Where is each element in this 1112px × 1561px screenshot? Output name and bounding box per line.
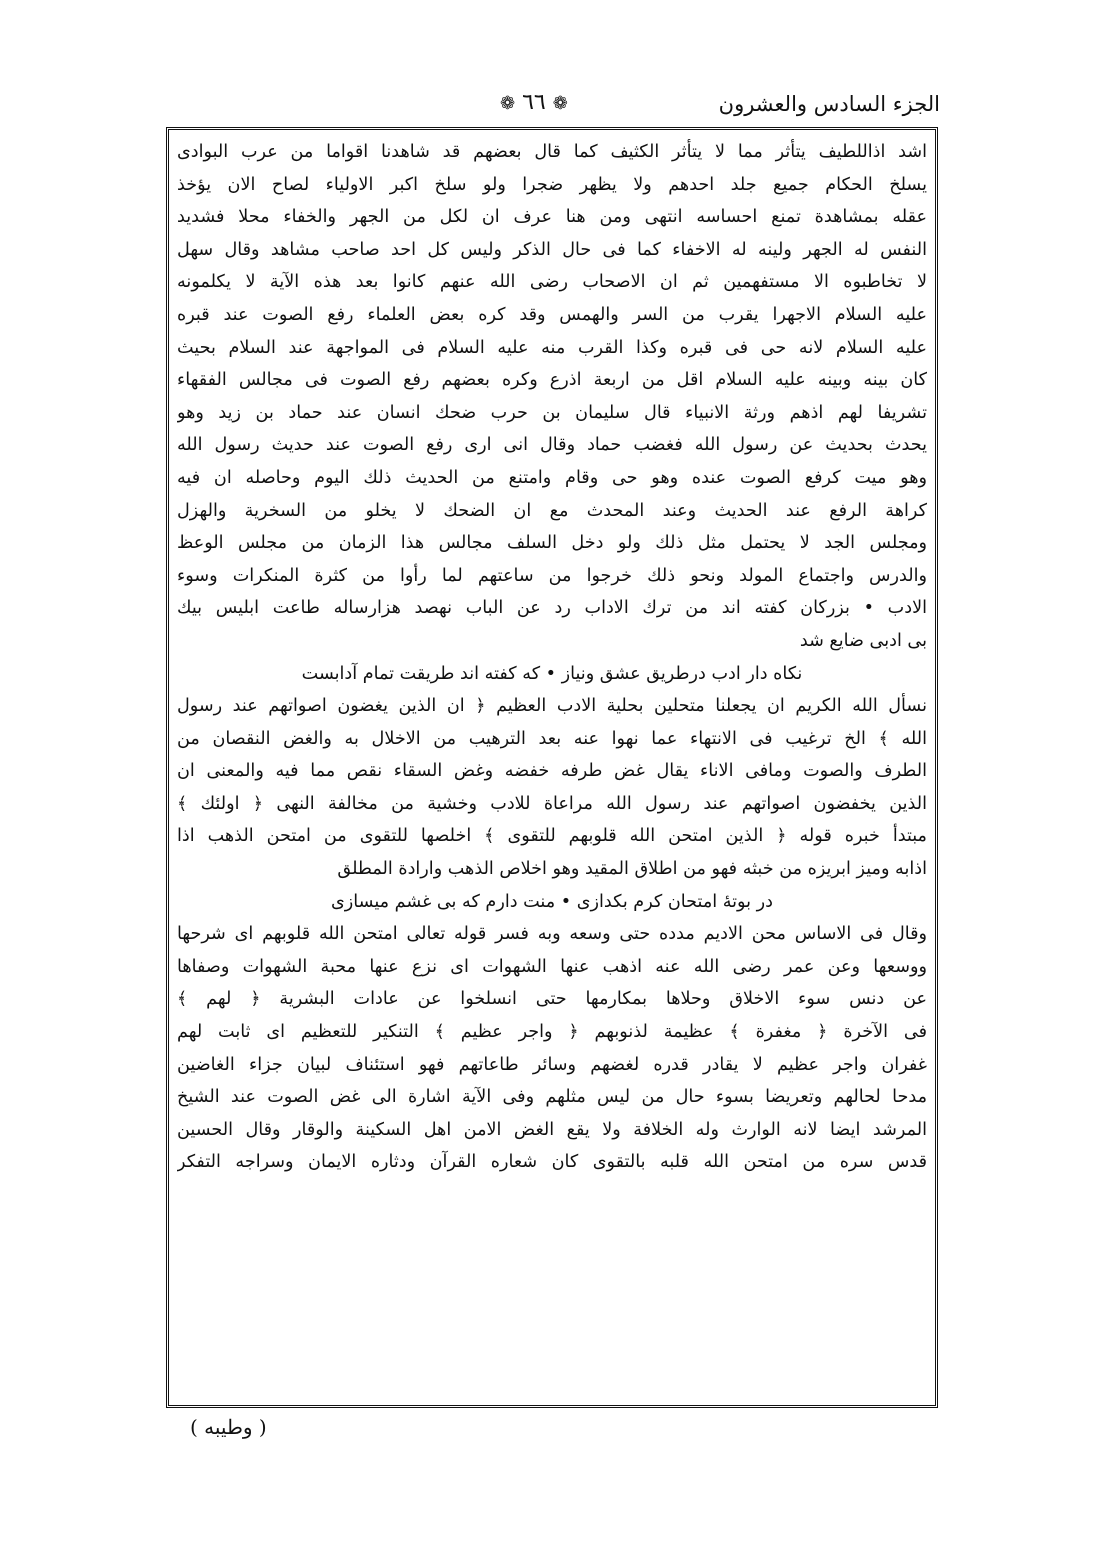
text-line: الذين يخفضون اصواتهم عند رسول الله مراعاة للادب وخشية من مخالفة النهى ﴿ اولئك ﴾ [177, 793, 927, 814]
text-line: ووسعها وعن عمر رضى الله عنه اذهب عنها الشهوات اى نزع عنها محبة الشهوات وصفاها [177, 956, 927, 977]
text-line: كراهة الرفع عند الحديث وعند المحدث مع ان الضحك لا يخلو من السخرية والهزل [177, 500, 927, 521]
body-text [177, 136, 927, 1179]
text-line: يحدث بحديث عن رسول الله فغضب حماد وقال انى ارى رفع الصوت عند حديث رسول الله [177, 435, 927, 456]
text-line: وقال فى الاساس محن الاديم مدده حتى وسعه وبه فسر قوله تعالى امتحن الله قلوبهم اى شرحها [177, 924, 927, 945]
text-frame [166, 127, 938, 1408]
text-line: يسلخ الحكام جميع جلد احدهم ولا يظهر ضجرا ولو سلخ اكبر الاولياء لصاح الان يؤخذ [177, 174, 927, 195]
text-line: الادب • بزركان كفته اند من ترك الاداب رد عن الباب نهصد هزارساله طاعت ابليس بيك [177, 598, 927, 619]
page-number-block [500, 90, 568, 115]
catchword: ( وطيبه ) [190, 1415, 267, 1439]
text-line: الطرف والصوت ومافى الاناء يقال غض طرفه خفضه وغض السقاء نقص مما فيه والمعنى ان [177, 761, 927, 782]
text-line: عقله بمشاهدة تمنع احساسه انتهى ومن هنا عرف ان لكل من الجهر والخفاء محلا فشديد [177, 207, 927, 228]
text-line: المرشد ايضا لانه الوارث وله الخلافة ولا يقع الغض الامن اهل السكينة والوقار وقال الحسين [177, 1119, 927, 1140]
text-line: مبتدأ خبره قوله ﴿ الذين امتحن الله قلوبهم للتقوى ﴾ اخلصها للتقوى من امتحن الذهب اذا [177, 826, 927, 847]
text-line: كان بينه وبينه عليه السلام اقل من اربعة اذرع وكره بعضهم رفع الصوت فى مجالس الفقهاء [177, 370, 927, 391]
text-line: غفران واجر عظيم لا يقادر قدره لغضهم وسائر طاعاتهم فهو استئناف لبيان جزاء الغاضين [177, 1054, 927, 1075]
page-number: ٦٦ [522, 90, 546, 115]
text-line: وهو ميت كرفع الصوت عنده وهو حى وقام وامتنع من الحديث ذلك اليوم وحاصله ان فيه [177, 467, 927, 488]
text-line: بى ادبى ضايع شد [799, 630, 927, 651]
text-line: نكاه دار ادب درطريق عشق ونياز • كه كفته اند طريقت تمام آدابست [301, 663, 803, 684]
page-header [160, 92, 940, 124]
text-line: عليه السلام الاجهرا يقرب من السر والهمس وقد كره بعض العلماء رفع الصوت عند قبره [177, 304, 927, 325]
part-title: الجزء السادس والعشرون [718, 92, 940, 116]
text-line: لا تخاطبوه الا مستفهمين ثم ان الاصحاب رضى الله عنهم كانوا بعد هذه الآية لا يكلمونه [177, 272, 927, 293]
text-line: نسأل الله الكريم ان يجعلنا متحلين بحلية الادب العظيم ﴿ ان الذين يغضون اصواتهم عند رسول [177, 696, 927, 717]
text-line: مدحا لحالهم وتعريضا بسوء حال من ليس مثلهم وفى الآية اشارة الى غض الصوت عند الشيخ [177, 1087, 927, 1108]
text-line: اذابه وميز ابريزه من خبثه فهو من اطلاق المقيد وهو اخلاص الذهب وارادة المطلق [337, 859, 927, 880]
text-line: عن دنس سوء الاخلاق وحلاها بمكارمها حتى انسلخوا عن عادات البشرية ﴿ لهم ﴾ [177, 989, 927, 1010]
text-line: اشد اذاللطيف يتأثر مما لا يتأثر الكثيف كما قال بعضهم قد شاهدنا اقواما من عرب البوادى [177, 142, 927, 162]
text-line: قدس سره من امتحن الله قلبه بالتقوى كان شعاره القرآن ودثاره الايمان وسراجه التفكر [177, 1152, 927, 1173]
text-line: عليه السلام لانه حى فى قبره وكذا القرب منه عليه السلام فى المواجهة عند السلام بحيث [177, 337, 927, 358]
text-line: والدرس واجتماع المولد ونحو ذلك خرجوا من ساعتهم لما رأوا من كثرة المنكرات وسوء [177, 565, 927, 586]
text-line: فى الآخرة ﴿ مغفرة ﴾ عظيمة لذنوبهم ﴿ واجر عظيم ﴾ التنكير للتعظيم اى ثابت لهم [177, 1022, 927, 1043]
text-line: تشريفا لهم اذهم ورثة الانبياء قال سليمان بن حرب ضحك انسان عند حماد بن زيد وهو [177, 402, 927, 423]
text-line: النفس له الجهر ولينه له الاخفاء كما فى حال الذكر وليس كل احد صاحب مشاهد وقال سهل [177, 239, 927, 260]
ornament-right-icon: ❁ [552, 93, 568, 114]
text-line: ومجلس الجد لا يحتمل مثل ذلك ولو دخل السلف مجالس هذا الزمان من مجلس الوعظ [177, 533, 927, 554]
ornament-left-icon: ❁ [500, 93, 516, 114]
text-line: در بوتهٔ امتحان كرم بكدازى • منت دارم كه بى غشم ميسازى [331, 891, 773, 912]
text-line: الله ﴾ الخ ترغيب فى الانتهاء عما نهوا عنه بعد الترهيب من الاخلال به والغض النقصان من [177, 728, 927, 749]
